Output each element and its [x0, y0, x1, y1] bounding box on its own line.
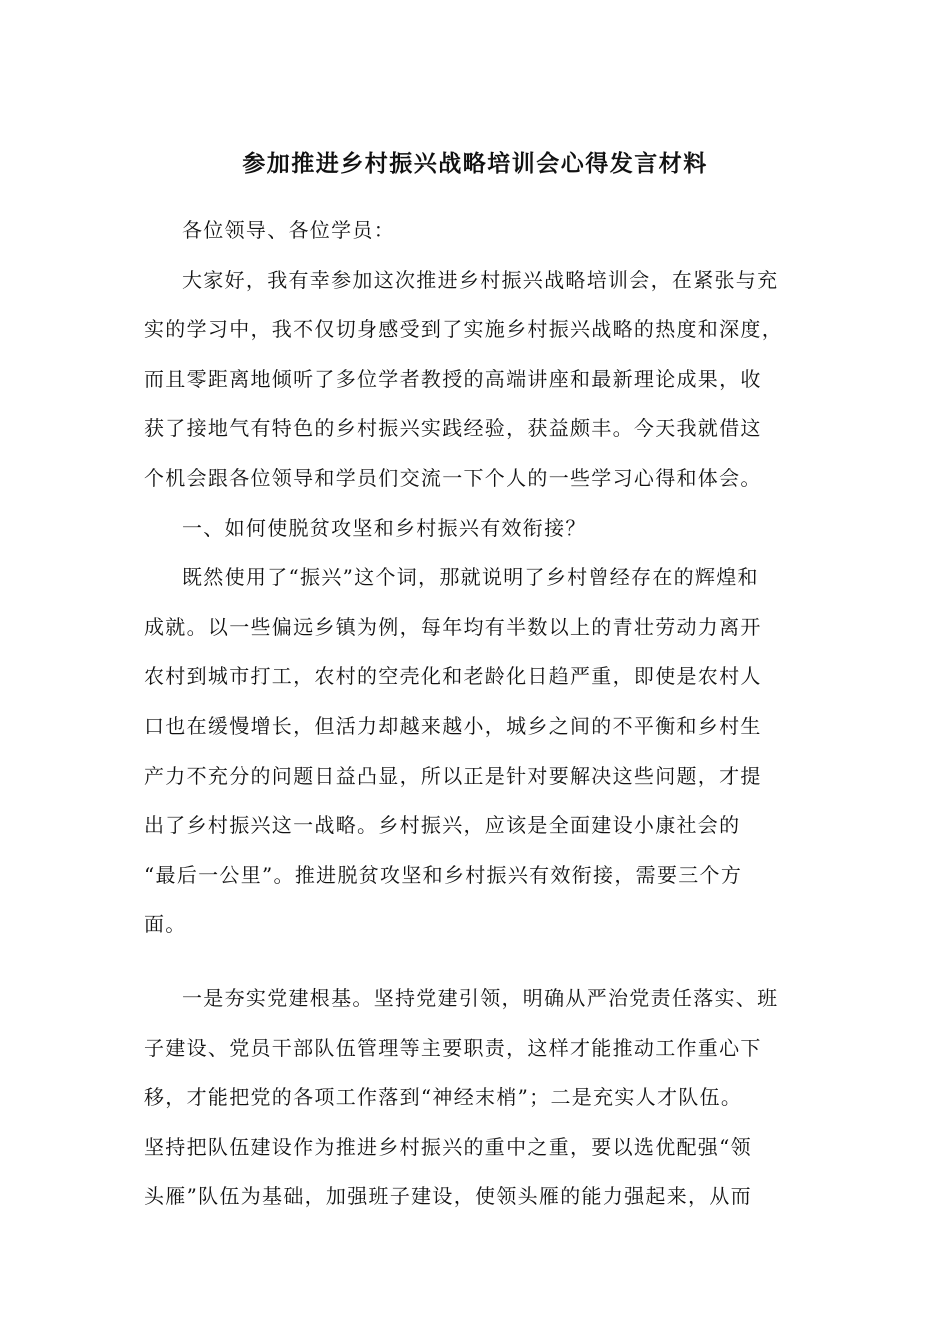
- document-title: 参加推进乡村振兴战略培训会心得发言材料: [242, 150, 708, 177]
- paragraph-line: 头雁”队伍为基础，加强班子建设，使领头雁的能力强起来，从而: [144, 1184, 752, 1209]
- salutation-line: 各位领导、各位学员：: [182, 218, 395, 242]
- paragraph-line: 产力不充分的问题日益凸显，所以正是针对要解决这些问题，才提: [144, 763, 762, 788]
- paragraph-line: 坚持把队伍建设作为推进乡村振兴的重中之重，要以选优配强“领: [144, 1134, 752, 1159]
- paragraph-line: “最后一公里”。推进脱贫攻坚和乡村振兴有效衔接，需要三个方: [144, 862, 743, 887]
- document-body: [144, 206, 824, 1222]
- paragraph-line: 面。: [144, 912, 187, 937]
- paragraph-line: 而且零距离地倾听了多位学者教授的高端讲座和最新理论成果，收: [144, 366, 762, 391]
- section-heading: 一、如何使脱贫攻坚和乡村振兴有效衔接？: [182, 515, 587, 540]
- paragraph-line: 一是夯实党建根基。坚持党建引领，明确从严治党责任落实、班: [182, 985, 779, 1010]
- paragraph-line: 实的学习中，我不仅切身感受到了实施乡村振兴战略的热度和深度，: [144, 317, 783, 342]
- paragraph-line: 移，才能把党的各项工作落到“神经末梢”；二是充实人才队伍。: [144, 1085, 743, 1110]
- paragraph-line: 口也在缓慢增长，但活力却越来越小，城乡之间的不平衡和乡村生: [144, 713, 762, 738]
- paragraph-line: 成就。以一些偏远乡镇为例，每年均有半数以上的青壮劳动力离开: [144, 614, 762, 639]
- paragraph-line: 大家好，我有幸参加这次推进乡村振兴战略培训会，在紧张与充: [182, 267, 779, 292]
- paragraph-line: 获了接地气有特色的乡村振兴实践经验，获益颇丰。今天我就借这: [144, 416, 762, 441]
- paragraph-line: 个机会跟各位领导和学员们交流一下个人的一些学习心得和体会。: [144, 465, 762, 490]
- paragraph-line: 农村到城市打工，农村的空壳化和老龄化日趋严重，即使是农村人: [144, 664, 762, 689]
- paragraph-gap: [144, 950, 824, 974]
- paragraph-line: 既然使用了“振兴”这个词，那就说明了乡村曾经存在的辉煌和: [182, 565, 759, 590]
- paragraph-line: 出了乡村振兴这一战略。乡村振兴，应该是全面建设小康社会的: [144, 813, 741, 838]
- paragraph-line: 子建设、党员干部队伍管理等主要职责，这样才能推动工作重心下: [144, 1035, 762, 1060]
